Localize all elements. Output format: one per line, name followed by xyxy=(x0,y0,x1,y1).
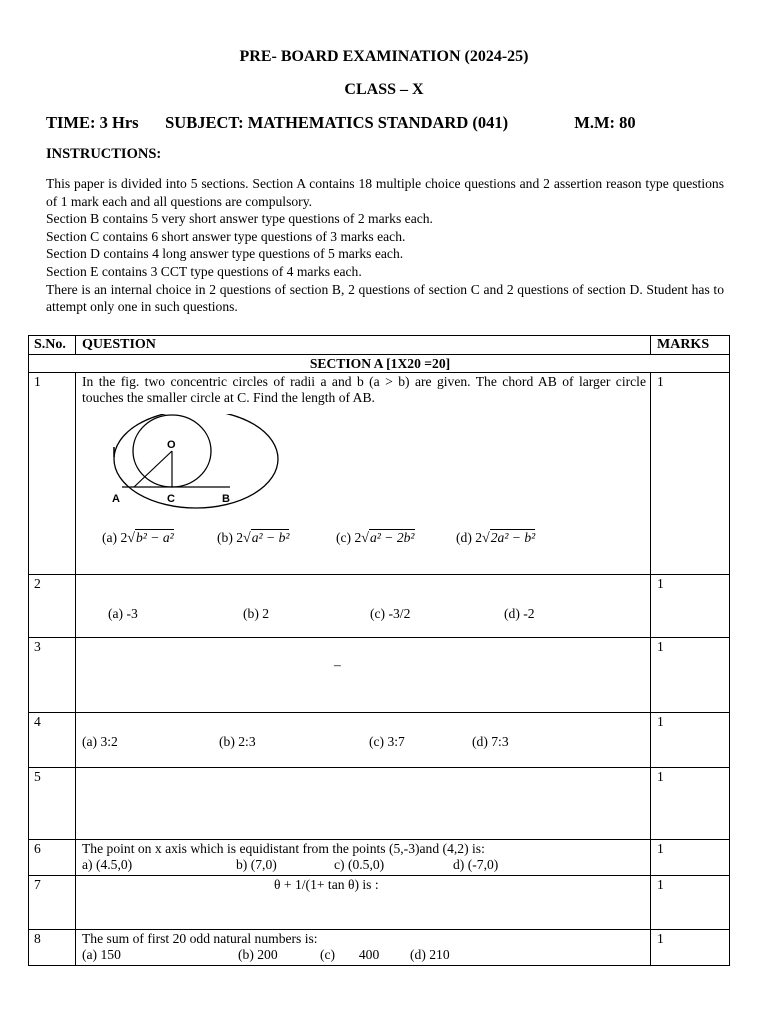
instructions-list xyxy=(46,175,724,316)
option-b: (b) 2 xyxy=(243,606,270,621)
instruction-line: There is an internal choice in 2 questions of section B, 2 questions of section C and 2 questions of section D. Student has to attempt only one in such questions. xyxy=(46,281,724,315)
option-d: (d) 2√2a² − b² xyxy=(456,530,536,546)
max-marks-label: M.M: 80 xyxy=(574,113,636,132)
instruction-line: Section C contains 6 short answer type questions of 3 marks each. xyxy=(46,228,406,244)
label-b: B xyxy=(222,493,230,505)
marks-cell: 1 xyxy=(651,638,730,713)
outer-circle xyxy=(114,414,278,508)
question-number: 3 xyxy=(29,638,76,713)
q2-options xyxy=(82,606,646,624)
question-cell xyxy=(76,373,651,575)
section-a-heading: SECTION A [1X20 =20] xyxy=(29,355,730,373)
question-number: 6 xyxy=(29,840,76,876)
table-row xyxy=(29,876,730,930)
question-cell xyxy=(76,876,651,930)
question-text: The point on x axis which is equidistant from the points (5,-3)and (4,2) is: xyxy=(82,841,485,856)
section-row xyxy=(29,355,730,373)
exam-title: PRE- BOARD EXAMINATION (2024-25) xyxy=(239,48,529,65)
label-a: A xyxy=(112,493,120,505)
table-row xyxy=(29,930,730,966)
option-c: (c) -3/2 xyxy=(370,606,411,621)
q1-options xyxy=(82,530,646,552)
option-a: (a) -3 xyxy=(108,606,138,621)
marks-cell: 1 xyxy=(651,930,730,966)
marks-cell: 1 xyxy=(651,373,730,575)
question-cell xyxy=(76,840,651,876)
marks-cell: 1 xyxy=(651,713,730,768)
option-a: (a) 3:2 xyxy=(82,734,118,749)
q8-options xyxy=(82,947,646,965)
question-number: 7 xyxy=(29,876,76,930)
header-question: QUESTION xyxy=(76,336,651,355)
exam-meta xyxy=(46,113,636,133)
option-b: (b) 200 xyxy=(238,947,278,962)
class-label: CLASS – X xyxy=(344,81,424,98)
option-d: (d) 7:3 xyxy=(472,734,509,749)
option-a: (a) 150 xyxy=(82,947,121,962)
question-text: θ + 1/(1+ tan θ) is : xyxy=(274,877,379,892)
table-row xyxy=(29,638,730,713)
instructions-heading: INSTRUCTIONS: xyxy=(46,146,162,162)
question-text: In the fig. two concentric circles of radii a and b (a > b) are given. The chord AB of larger circle touches the smaller circle at C. Find the length of AB. xyxy=(82,374,646,405)
option-b: b) (7,0) xyxy=(236,857,277,872)
option-d: d) (-7,0) xyxy=(453,857,499,872)
subject-label: SUBJECT: MATHEMATICS STANDARD (041) xyxy=(165,113,509,132)
marks-cell: 1 xyxy=(651,840,730,876)
marks-cell: 1 xyxy=(651,575,730,638)
table-row xyxy=(29,768,730,840)
label-o: O xyxy=(167,439,176,451)
question-cell xyxy=(76,638,651,713)
question-cell xyxy=(76,930,651,966)
question-cell xyxy=(76,575,651,638)
table-row xyxy=(29,713,730,768)
question-number: 8 xyxy=(29,930,76,966)
header-sno: S.No. xyxy=(29,336,76,355)
time-label: TIME: 3 Hrs xyxy=(46,113,139,132)
option-d: (d) -2 xyxy=(504,606,535,621)
instruction-line: Section D contains 4 long answer type questions of 5 marks each. xyxy=(46,246,404,262)
marks-cell: 1 xyxy=(651,768,730,840)
option-c: (c) 3:7 xyxy=(369,734,405,749)
q6-options xyxy=(82,857,646,875)
instruction-line: Section E contains 3 CCT type questions of 4 marks each. xyxy=(46,263,362,279)
radius-oa xyxy=(134,451,172,487)
option-c: (c) 400 xyxy=(320,947,380,962)
option-c: c) (0.5,0) xyxy=(334,857,385,872)
option-a: (a) 2√b² − a² xyxy=(102,530,174,546)
instruction-line: Section B contains 5 very short answer type questions of 2 marks each. xyxy=(46,211,433,227)
marks-cell: 1 xyxy=(651,876,730,930)
question-number: 5 xyxy=(29,768,76,840)
header-marks: MARKS xyxy=(651,336,730,355)
table-row xyxy=(29,840,730,876)
option-b: (b) 2:3 xyxy=(219,734,256,749)
q4-options xyxy=(82,734,646,752)
question-cell xyxy=(76,713,651,768)
table-row xyxy=(29,373,730,575)
question-number: 2 xyxy=(29,575,76,638)
question-table xyxy=(28,335,730,966)
table-header-row xyxy=(29,336,730,355)
option-a: a) (4.5,0) xyxy=(82,857,133,872)
table-row xyxy=(29,575,730,638)
q3-dash: – xyxy=(334,657,341,672)
label-c: C xyxy=(167,493,175,505)
question-cell xyxy=(76,768,651,840)
question-number: 4 xyxy=(29,713,76,768)
question-text: The sum of first 20 odd natural numbers is: xyxy=(82,931,318,946)
concentric-circles-figure xyxy=(106,414,306,524)
option-c: (c) 2√a² − 2b² xyxy=(336,530,415,546)
option-d: (d) 210 xyxy=(410,947,450,962)
circles-diagram xyxy=(106,414,306,524)
instruction-line: This paper is divided into 5 sections. Section A contains 18 multiple choice questions and 2 assertion reason type questions of 1 mark each and all questions are compulsory. xyxy=(46,176,724,209)
question-number: 1 xyxy=(29,373,76,575)
option-b: (b) 2√a² − b² xyxy=(217,530,290,546)
